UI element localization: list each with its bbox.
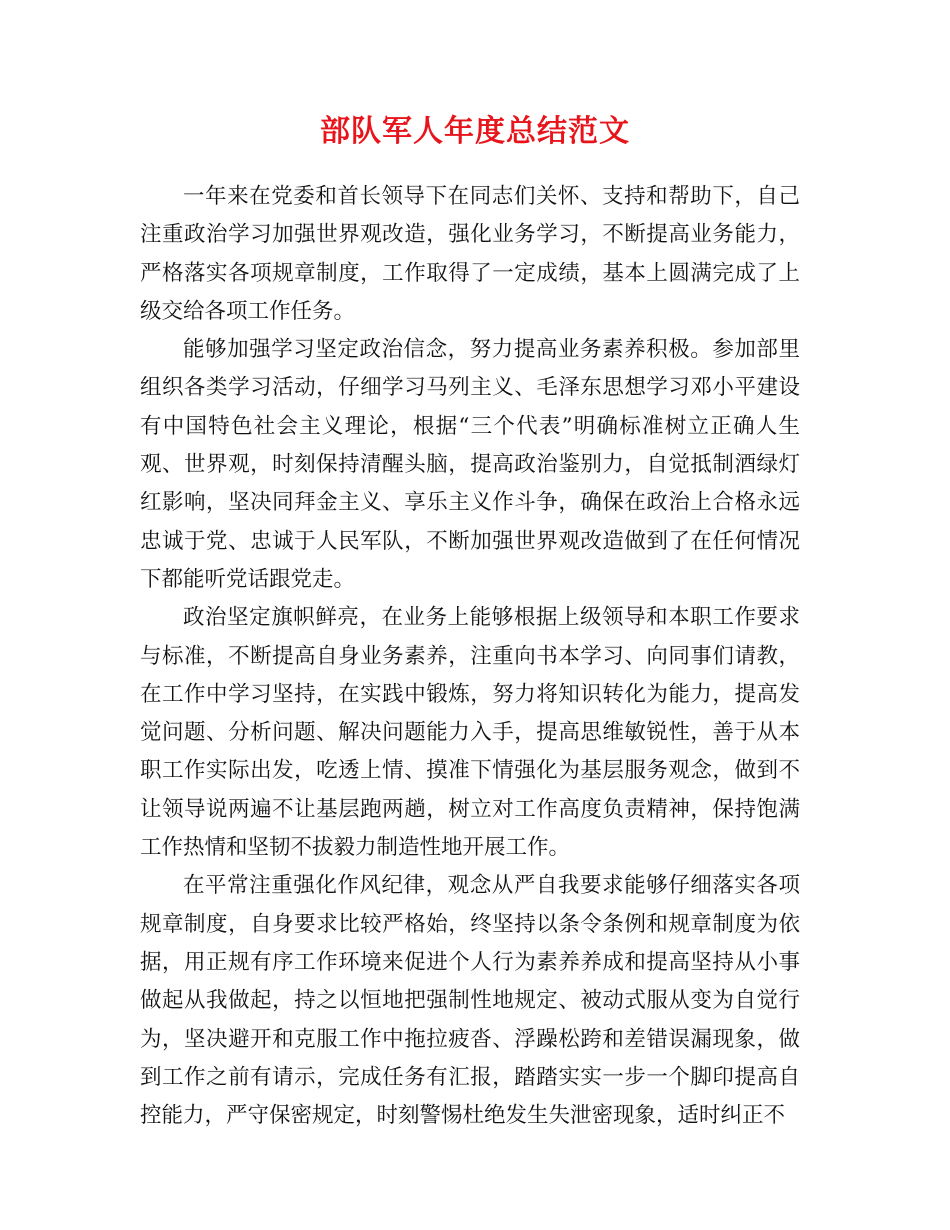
paragraph: 一年来在党委和首长领导下在同志们关怀、支持和帮助下，自己注重政治学习加强世界观改造，强化业务学习，不断提高业务能力，严格落实各项规章制度，工作取得了一定成绩，基本上圆满完成了上级交给各项工作任务。 bbox=[140, 184, 800, 324]
paragraph: 能够加强学习坚定政治信念，努力提高业务素养积极。参加部里组织各类学习活动，仔细学习马列主义、毛泽东思想学习邓小平建设有中国特色社会主义理论，根据“三个代表”明确标准树立正确人生观、世界观，时刻保持清醒头脑，提高政治鉴别力，自觉抵制酒绿灯红影响，坚决同拜金主义、享乐主义作斗争，确保在政治上合格永远忠诚于党、忠诚于人民军队，不断加强世界观改造做到了在任何情况下都能听党话跟党走。 bbox=[140, 337, 800, 592]
document-body bbox=[140, 178, 800, 1135]
document-title: 部队军人年度总结范文 bbox=[320, 114, 630, 149]
paragraph: 政治坚定旗帜鲜亮，在业务上能够根据上级领导和本职工作要求与标准，不断提高自身业务素养，注重向书本学习、向同事们请教，在工作中学习坚持，在实践中锻炼，努力将知识转化为能力，提高发觉问题、分析问题、解决问题能力入手，提高思维敏锐性，善于从本职工作实际出发，吃透上情、摸准下情强化为基层服务观念，做到不让领导说两遍不让基层跑两趟，树立对工作高度负责精神，保持饱满工作热情和坚韧不拔毅力制造性地开展工作。 bbox=[140, 605, 800, 861]
paragraph: 在平常注重强化作风纪律，观念从严自我要求能够仔细落实各项规章制度，自身要求比较严格始，终坚持以条令条例和规章制度为依据，用正规有序工作环境来促进个人行为素养养成和提高坚持从小事做起从我做起，持之以恒地把强制性地规定、被动式服从变为自觉行为，坚决避开和克服工作中拖拉疲沓、浮躁松跨和差错误漏现象，做到工作之前有请示，完成任务有汇报，踏踏实实一步一个脚印提高自控能力，严守保密规定，时刻警惕杜绝发生失泄密现象，适时纠正不 bbox=[140, 873, 800, 1129]
